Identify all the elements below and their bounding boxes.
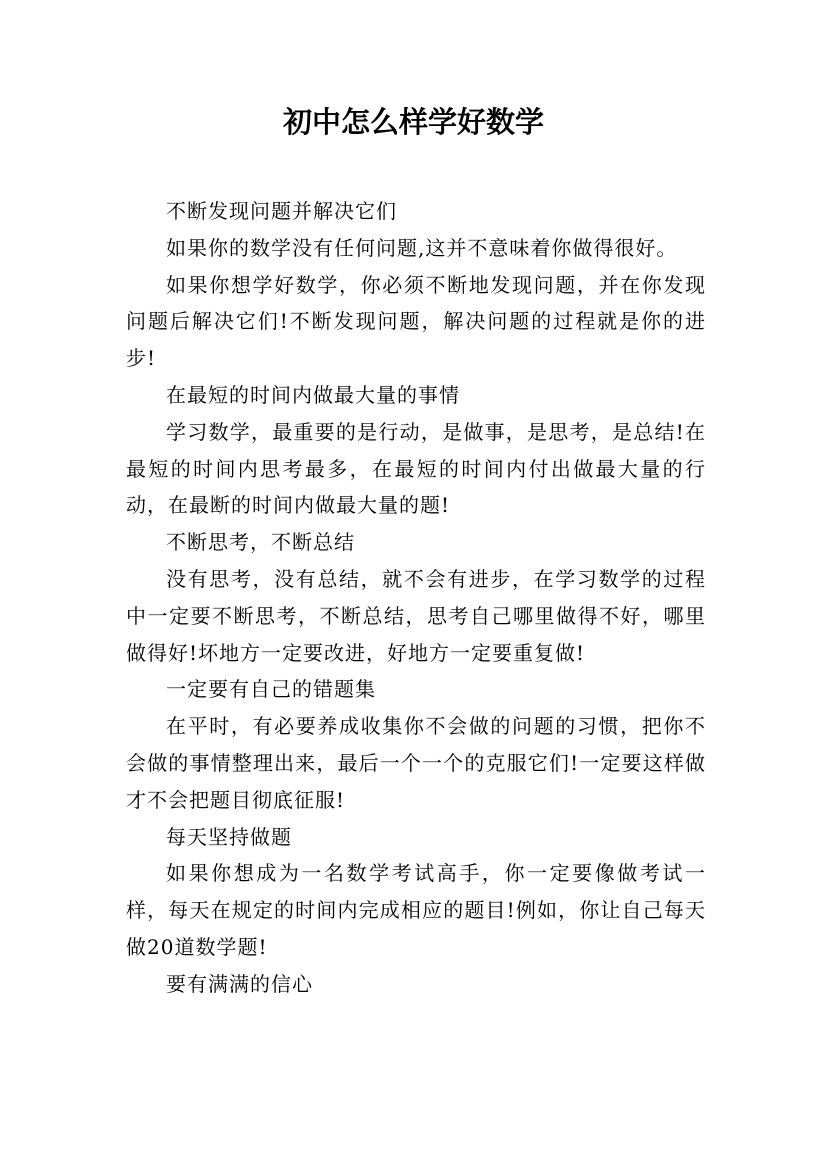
paragraph: 在平时，有必要养成收集你不会做的问题的习惯，把你不会做的事情整理出来，最后一个一个的克服它们!一定要这样做才不会把题目彻底征服! (126, 714, 706, 812)
paragraph-heading: 一定要有自己的错题集 (166, 677, 376, 702)
paragraph-heading: 不断思考，不断总结 (166, 530, 355, 555)
paragraph: 如果你想学好数学，你必须不断地发现问题，并在你发现问题后解决它们!不断发现问题，解决问题的过程就是你的进步! (126, 272, 706, 371)
document-title: 初中怎么样学好数学 (282, 105, 544, 139)
paragraph-heading: 在最短的时间内做最大量的事情 (166, 382, 460, 407)
paragraph-heading: 不断发现问题并解决它们 (166, 199, 397, 223)
paragraph-heading: 每天坚持做题 (166, 824, 292, 849)
paragraph: 没有思考，没有总结，就不会有进步，在学习数学的过程中一定要不断思考，不断总结，思考自己哪里做得不好，哪里做得好!坏地方一定要改进，好地方一定要重复做! (126, 566, 706, 665)
paragraph: 如果你的数学没有任何问题,这并不意味着你做得很好。 (166, 235, 678, 260)
paragraph-heading: 要有满满的信心 (166, 971, 313, 996)
document-body (126, 193, 706, 1003)
paragraph: 如果你想成为一名数学考试高手，你一定要像做考试一样，每天在规定的时间内完成相应的题目!例如，你让自己每天做20道数学题! (126, 861, 706, 959)
paragraph: 学习数学，最重要的是行动，是做事，是思考，是总结!在最短的时间内思考最多，在最短的时间内付出做最大量的行动，在最断的时间内做最大量的题! (126, 419, 706, 518)
